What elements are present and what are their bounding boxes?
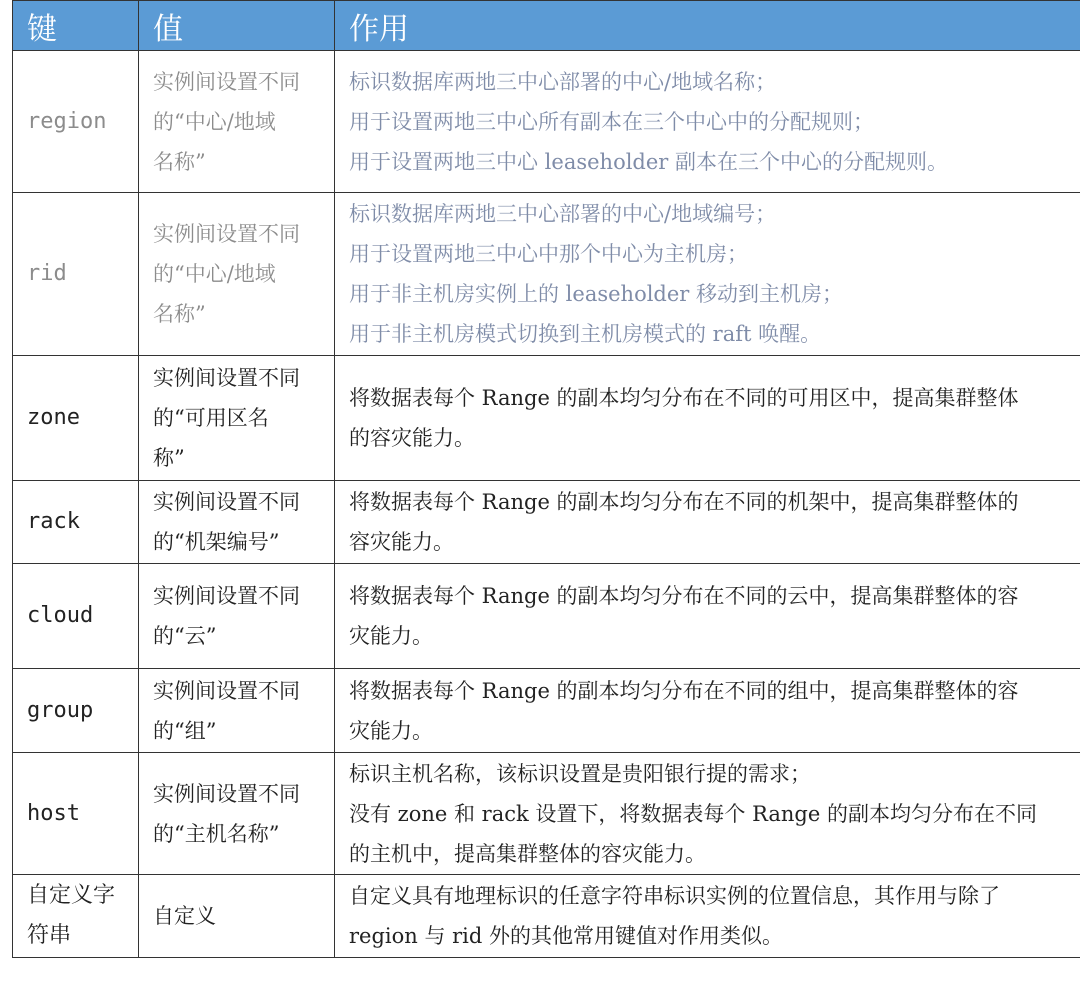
value-cell-line: 的“云” <box>153 624 217 648</box>
key-cell <box>13 356 139 481</box>
value-cell-line: 的“中心/地域 <box>153 262 276 286</box>
value-cell <box>139 356 335 481</box>
usage-cell-line: 灾能力。 <box>349 624 433 648</box>
key-cell-line: 自定义字 <box>27 883 116 908</box>
usage-cell <box>335 356 1080 481</box>
usage-cell-line: 标识数据库两地三中心部署的中心/地域名称； <box>349 69 777 94</box>
table-row <box>13 481 1080 564</box>
value-cell <box>139 51 335 193</box>
value-cell-line: 称” <box>153 446 185 470</box>
value-cell-line: 的“主机名称” <box>153 821 280 846</box>
usage-cell-line: 标识主机名称，该标识设置是贵阳银行提的需求； <box>349 761 811 786</box>
value-cell-line: 的“可用区名 <box>153 406 269 430</box>
table-row <box>13 875 1080 958</box>
table-row <box>13 669 1080 753</box>
usage-cell-line: 将数据表每个 Range 的副本均匀分布在不同的云中，提高集群整体的容 <box>349 584 1019 608</box>
key-cell-line: zone <box>27 405 80 430</box>
value-cell <box>139 875 335 958</box>
usage-cell-line: 用于设置两地三中心中那个中心为主机房； <box>349 242 748 266</box>
key-cell <box>13 564 139 669</box>
key-cell <box>13 193 139 356</box>
usage-cell-line: 将数据表每个 Range 的副本均匀分布在不同的可用区中，提高集群整体 <box>349 386 1019 410</box>
usage-cell-line: region 与 rid 外的其他常用键值对作用类似。 <box>349 924 784 948</box>
usage-cell-line: 用于非主机房实例上的 leaseholder 移动到主机房； <box>349 282 844 306</box>
usage-cell-line: 自定义具有地理标识的任意字符串标识实例的位置信息，其作用与除了 <box>349 884 1000 908</box>
table-row <box>13 193 1080 356</box>
key-cell-line: group <box>27 697 94 723</box>
value-cell <box>139 193 335 356</box>
value-cell-line: 实例间设置不同 <box>153 69 300 94</box>
value-cell-line: 的“组” <box>153 718 217 743</box>
value-cell <box>139 753 335 875</box>
key-cell <box>13 753 139 875</box>
key-cell <box>13 481 139 564</box>
usage-cell <box>335 481 1080 564</box>
key-cell <box>13 51 139 193</box>
usage-cell <box>335 753 1080 875</box>
key-cell-line: region <box>27 108 107 134</box>
value-cell-line: 名称” <box>153 149 206 174</box>
key-cell-line: cloud <box>27 603 94 628</box>
usage-cell <box>335 564 1080 669</box>
key-cell-line: rack <box>27 509 80 534</box>
usage-cell-line: 用于设置两地三中心 leaseholder 副本在三个中心的分配规则。 <box>349 149 949 174</box>
usage-cell <box>335 669 1080 753</box>
key-cell <box>13 669 139 753</box>
value-cell-line: 实例间设置不同 <box>153 490 300 514</box>
value-cell-line: 实例间设置不同 <box>153 781 300 806</box>
table-row <box>13 51 1080 193</box>
value-cell-line: 实例间设置不同 <box>153 678 300 703</box>
value-cell <box>139 564 335 669</box>
usage-cell-line: 灾能力。 <box>349 718 433 743</box>
value-cell-line: 名称” <box>153 302 206 326</box>
usage-cell-line: 容灾能力。 <box>349 530 454 554</box>
header-value: 值 <box>139 1 335 51</box>
usage-cell-line: 将数据表每个 Range 的副本均匀分布在不同的组中，提高集群整体的容 <box>349 678 1019 703</box>
table-row <box>13 564 1080 669</box>
value-cell-line: 实例间设置不同 <box>153 584 300 608</box>
value-cell <box>139 481 335 564</box>
header-usage: 作用 <box>335 1 1080 51</box>
table-row <box>13 753 1080 875</box>
header-key: 键 <box>13 1 139 51</box>
key-value-table <box>12 0 1080 958</box>
value-cell-line: 的“中心/地域 <box>153 109 276 134</box>
key-cell-line: 符串 <box>27 923 72 948</box>
usage-cell-line: 没有 zone 和 rack 设置下，将数据表每个 Range 的副本均匀分布在不同 <box>349 801 1037 826</box>
usage-cell <box>335 51 1080 193</box>
usage-cell-line: 的主机中，提高集群整体的容灾能力。 <box>349 841 706 866</box>
value-cell-line: 的“机架编号” <box>153 530 280 554</box>
key-cell-line: host <box>27 800 80 826</box>
usage-cell-line: 用于设置两地三中心所有副本在三个中心中的分配规则； <box>349 109 874 134</box>
value-cell-line: 自定义 <box>153 904 216 928</box>
value-cell <box>139 669 335 753</box>
usage-cell <box>335 875 1080 958</box>
usage-cell-line: 的容灾能力。 <box>349 426 475 450</box>
value-cell-line: 实例间设置不同 <box>153 222 300 246</box>
table-row <box>13 356 1080 481</box>
usage-cell <box>335 193 1080 356</box>
key-cell-line: rid <box>27 261 67 286</box>
usage-cell-line: 将数据表每个 Range 的副本均匀分布在不同的机架中，提高集群整体的 <box>349 490 1019 514</box>
key-cell <box>13 875 139 958</box>
header-row <box>13 1 1080 51</box>
usage-cell-line: 标识数据库两地三中心部署的中心/地域编号； <box>349 202 777 226</box>
value-cell-line: 实例间设置不同 <box>153 366 300 390</box>
usage-cell-line: 用于非主机房模式切换到主机房模式的 raft 唤醒。 <box>349 322 822 346</box>
